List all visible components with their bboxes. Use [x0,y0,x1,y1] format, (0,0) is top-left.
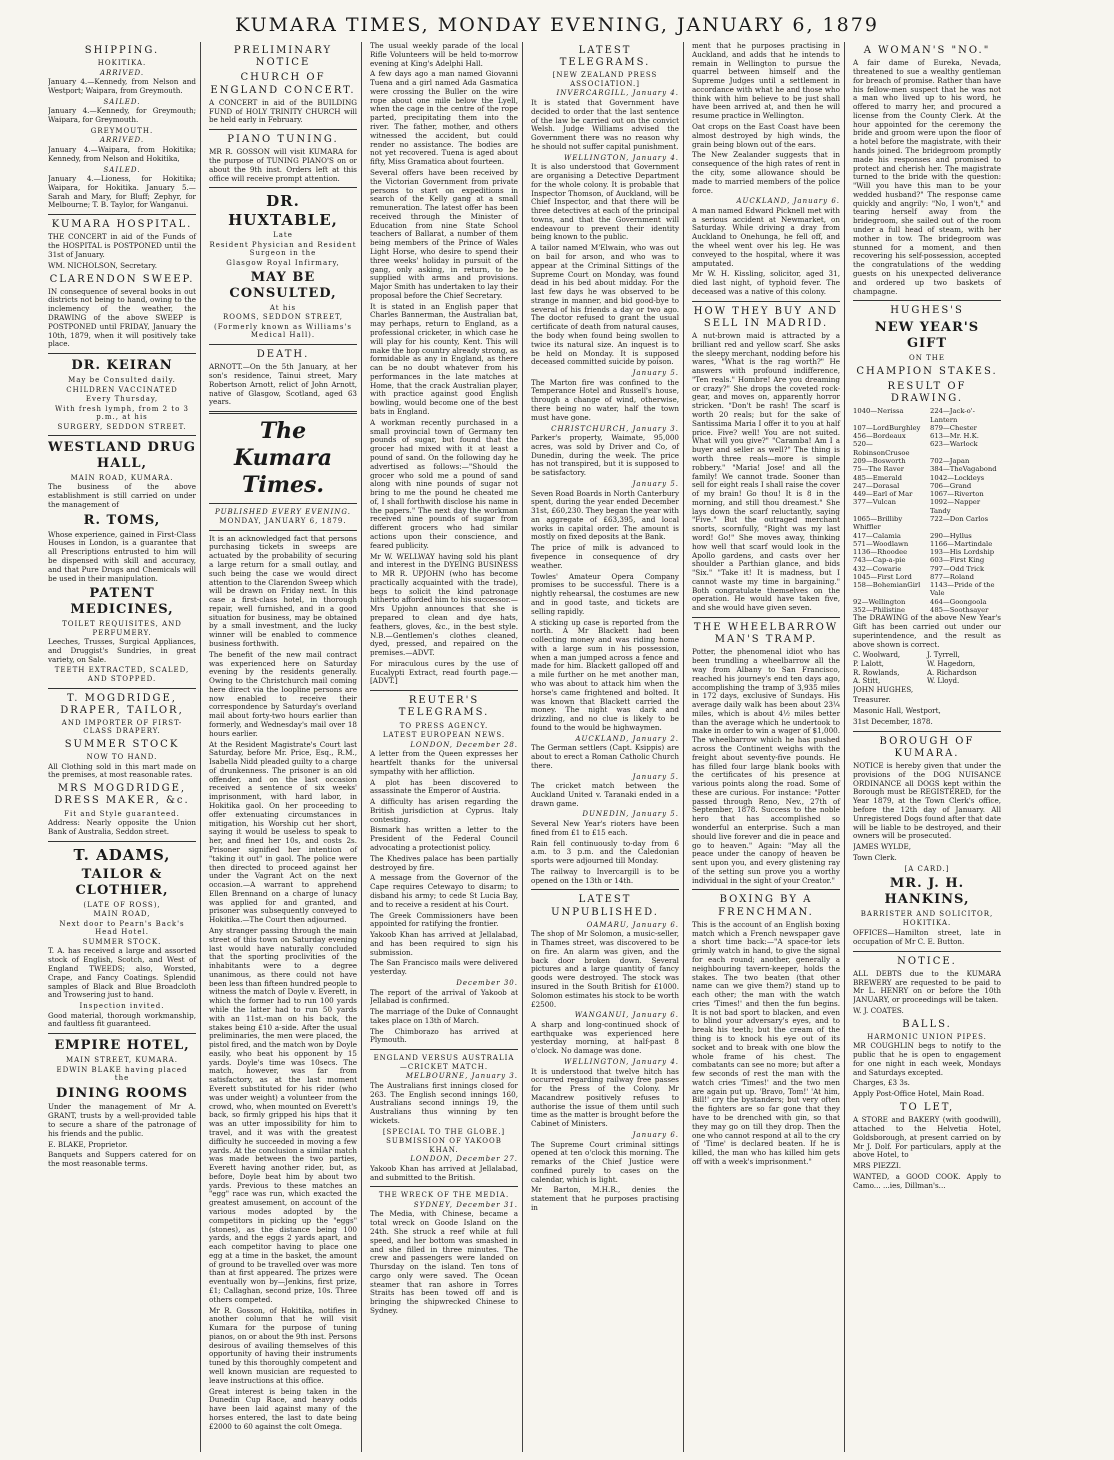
notice-heading: NOTICE. [897,955,957,967]
coates-signature: W. J. COATES. [853,1005,904,1015]
boxing-heading: BOXING BY A FRENCHMAN. [718,894,814,918]
death-text: ARNOTT.—On the 5th January, at her son's residence, Tainui street, Mary Robertson Arnott, relict of John Arnott, native of Glasgow, Scotland, aged 63 years. [209,362,357,407]
telegram: A difficulty has arisen regarding the British jurisdiction at Cyprus. Italy contesting. [370,797,518,824]
divider [48,435,196,436]
signatory: J. Tyrrell, [927,651,960,660]
news-paragraph: For miraculous cures by the use of Eucalypti Extract, read fourth page.—[ADVT.] [370,658,518,686]
signatory: A. Stitt, [853,677,881,686]
huxtable-line: ROOMS, SEDDON STREET, [223,313,343,322]
borough-text: NOTICE is hereby given that under the provisions of the DOG NUISANCE ORDINANCE all DOGS kept within the Borough must be REGISTERED, for the Year 1879, at the Town Clerk's office, before the 12th day of January. All Unregistered Dogs found after that date will be liable to be destroyed, and their owners will be prosecuted. [853,761,1001,841]
column-2 [209,42,362,1452]
telegram: A message from the Governor of the Cape requires Cetewayo to disarm; to disband his army; to cede St Lucia Bay, and to receive a resident at his Court. [370,873,518,909]
telegram: The cricket match between the Auckland United v. Taranaki ended in a drawn game. [531,781,679,808]
hokitika-arrived: January 4.—Kennedy, from Nelson and Westport; Waipara, from Greymouth. [48,77,196,96]
toms-heading: R. TOMS, [83,512,161,528]
drawing-entry: 571—Woodlawn [853,539,909,548]
summer-sub: NOW TO HAND. [86,753,158,762]
signatory: W. Hagedorn, [927,659,976,668]
hospital-text: THE CONCERT in aid of the Funds of the HOSPITAL is POSTPONED until the 31st of January. [48,232,196,259]
telegram: Bismark has written a letter to the President of the Federal Council advocating a protectionist policy. [370,825,518,853]
boxing-text: This is the account of an English boxing match which a French newspaper gave a short time back:—"A space-tor lets grimly watch in hand, to give the signal for each round; another, generally a neighbouring tavern-keeper, holds the stakes. The two beaten (that other name can we give them?) stand up to each other; the man with the watch cries 'Times!' and then the fun begins. It is not bad sport to blacken, and even to blind your adversary's eyes, and to break his teeth; but the cream of the thing is to knock his eye out of its socket and to break with one blow the whole frame of his chest. The combatants can see no more; but after a few seconds of rest the man with the watch cries 'Times!' and the two men are again put up. 'Bravo, Tom!' 'At him, Bill!' cry the bystanders; but very often the fighters are so far gone that they have to be drenched with gin, so that they may go on till they drop. Then the one who cannot respond at all to the cry of 'Time' is declared beaten. If he is killed, the man who has killed him gets off with a week's imprisonment." [692,919,840,1166]
adams-heading: T. ADAMS, [73,845,171,864]
to-let-heading: TO LET, [899,1102,955,1114]
hokitika-heading: HOKITIKA. [97,59,147,68]
drawing-entry: 485—Emerald [853,473,903,482]
drug-hall-heading: WESTLAND DRUG HALL, [48,440,196,472]
telegram: The report of the arrival of Yakoob at Jellabad is confirmed. [370,987,518,1006]
drawing-results [853,407,1001,614]
womans-no-heading: A WOMAN'S "NO." [863,45,991,56]
divider [209,411,357,414]
drawing-entry: 1065—Brilliby Whiffler [853,514,903,532]
drawing-entry: 158—BohemianGirl [853,581,921,590]
keiran-line: Every Thursday, [85,395,159,404]
drawing-entry: 1067—Riverton [930,490,984,499]
drawing-entry: 449—Earl of Mar [853,490,913,499]
drawing-entry: 224—Jack-o'-Lantern [930,407,975,424]
hospital-signature: WM. NICHOLSON, Secretary. [48,260,157,270]
news-paragraph: Mr W. WELLWAY having sold his plant and interest in the DYEING BUSINESS to MR R. UPJOHN (who has become practically acquainted with the trade), begs to solicit the kind patronage hitherto afforded him to his successor.—Mrs Upjohn announces that she is prepared to clean and dye hats, feathers, gloves, &c., in the best style. N.B.—Gentlemen's clothes cleaned, dyed, pressed, and repaired on the premises.—ADVT. [370,551,518,658]
dateline: WANGANUI, January 6. [574,1011,679,1020]
telegram: Towles' Amateur Opera Company promises to be successful. There is a nightly rehearsal, the costumes are new and in good taste, and tickets are selling rapidly. [531,571,679,616]
keiran-heading: DR. KEIRAN [71,358,173,374]
drawing-entry: 209—Bosworth [853,456,906,465]
divider [692,889,840,890]
dateline: AUCKLAND, January 2. [575,734,679,743]
harmonic-heading: HARMONIC UNION PIPES. [867,1032,987,1041]
huxtable-heading: DR. HUXTABLE, [228,192,338,229]
hughes-heading: HUGHES'S [890,305,964,317]
drawing-entry: 1045—First Lord [853,572,912,581]
news-paragraph: A workman recently purchased in a small provincial town of Germany ten pounds of sugar, but found that the grocer had mixed with it at least a pound of sand. On the following day he advertised as follows:—"Should the grocer who sold me a pound of sand along with nine pounds of sugar not bring to me the pound he cheated me of, I shall forthwith disclose his name in the papers." The next day the workman received nine pounds of sugar from different grocers who had similar actions upon their conscience, and feared publicity. [370,417,518,550]
tramp-heading: THE WHEELBARROW MAN'S TRAMP. [693,622,839,646]
arrived-label: ARRIVED. [99,136,145,145]
divider [209,129,357,130]
huxtable-line: (Formerly known as Williams's Medical Hall). [214,322,352,340]
divider [209,344,357,345]
drawing-text: The DRAWING of the above New Year's Gift has been carried out under our superintendence, and the result as above shown is correct. [853,613,1001,649]
divider [209,503,357,504]
dateline: January 5. [632,369,679,378]
inspection-line: Inspection invited. [79,1002,165,1011]
mogdridge-heading: T. MOGDRIDGE, DRAPER, TAILOR, [60,692,184,716]
drawing-entry: 485—Soothsayer [930,606,989,615]
drawing-entry: 706—Grand [930,481,972,490]
special-line: [SPECIAL TO THE GLOBE.] [382,1127,506,1136]
column-6 [853,42,1005,1452]
death-heading: DEATH. [256,348,310,360]
result-heading: RESULT OF DRAWING. [887,380,967,405]
dateline: SYDNEY, December 31. [413,1200,518,1209]
drawing-entry: 384—TheVagabond [930,465,997,474]
wanted-text: WANTED, a GOOD COOK. Apply to Camo... ...ies, Dillman's... [853,1171,1001,1190]
banquets-text: Banquets and Suppers catered for on the most reasonable terms. [48,1150,196,1169]
keiran-line: With fresh lymph, from 2 to 3 p.m., at his [55,404,189,422]
telegram: A sticking up case is reported from the north. A Mr Blackett had been collecting money and was riding home with a large sum in his possession, when a man jumped across a fence and made for him. Blackett galloped off and a mile further on he met another man, who was about to attack him when the horse's came frightened and bolted. It was known that Blackett carried the money. The night was dark and drizzling, and no clue is likely to be found to the would be highwaymen. [531,617,679,732]
wylde-signature: JAMES WYLDE, [853,842,912,852]
telegram: The shop of Mr Solomon, a music-seller, in Thames street, was discovered to be on fire. An alarm was given, and the back door broken down. Several pictures and a large quantity of fancy goods were destroyed. The stock was insured in the South British for £1000. Solomon estimates his stock to be worth £2500. [531,929,679,1009]
divider [853,731,1001,732]
telegram: Yakoob Khan has arrived at Jellalabad, and submitted to the British. [370,1163,518,1182]
adams-late: (LATE OF ROSS), [83,900,161,909]
news-paragraph: The usual weekly parade of the local Rifle Volunteers will be held to-morrow evening at King's Adelphi Hall. [370,42,518,68]
yakoob-heading: SUBMISSION OF YAKOOB KHAN. [386,1137,502,1154]
offices-line: OFFICES—Hamilton street, late in occupation of Mr C. E. Button. [853,927,1001,946]
divider [531,889,679,890]
drawing-entry: 377—Vulcan [853,498,897,507]
sweep-text: IN consequence of several books in out districts not being to hand, owing to the inclemency of the weather, the DRAWING of the above SWEEP is POSTPONED until FRIDAY, January the 10th, 1879, when it will positively take place. [48,286,196,349]
telegram: The railway to Invercargill is to be opened on the 13th or 14th. [531,866,679,885]
drawing-entry: 432—Cowarie [853,564,902,573]
dateline: OAMARU, January 6. [586,920,679,929]
dateline: December 30. [456,978,518,987]
drawing-entry: 464—Goongoola [930,597,987,606]
signatory: C. Woolward, [853,651,901,660]
piano-heading: PIANO TUNING. [227,134,339,146]
adams-text: T. A. has received a large and assorted stock of English, Scotch, and West of England TWEEDS; also, Worsted, Crape, and Fancy Coatings. Splendid samples of Black and Blue Broadcloth and Trowsering just to hand. [48,946,196,1000]
teeth-line: TEETH EXTRACTED, SCALED, AND STOPPED. [54,666,190,683]
apply-line: Apply Post-Office Hotel, Main Road. [853,1089,985,1099]
divider [853,951,1001,952]
telegram: Mr W. H. Kissling, solicitor, aged 31, died last night, of typhoid fever. The deceased was a native of this colony. [692,269,840,296]
patent-text: Leeches, Trusses, Surgical Appliances, and Druggist's Sundries, in great variety, on Sale. [48,637,196,664]
preliminary-notice-heading: PRELIMINARY NOTICE [233,45,333,69]
editorial-paragraph: Great interest is being taken in the Dunedin Cup Race, and heavy odds have been laid against many of the horses entered, the last to date being £2000 to 60 against the colt Omega. [209,1386,357,1431]
tramp-text: Potter, the phenomenal idiot who has been trundling a wheelbarrow all the way from Albany to San Francisco, reached his journey's end ten days ago, accomplishing the tramp of 3,935 miles in 172 days, exclusive of Sundays. His average daily walk has been about 23¼ miles, which is about 4½ miles better than the average which he undertook to make in order to win a wager of $1,000. The wheelbarrow which he has pushed across the Continent weighs with the freight about seventy-five pounds. He has filled four large blank books with the certificates of his presence at various points along the road. Some of these are curious. For instance: "Potter passed through Reno, Nev., 27th of September, 1878. Success to the noble hero that has accomplished so wonderful an enterprise. Such a man should live forever and die in peace and go to heaven." Again: "May all the peace under the canopy of heaven be sent upon you, and every glistening ray of the setting sun prove you a worthy individual in the sight of your Creator." [692,647,840,885]
drawing-entry: 1166—Martindale [930,539,993,548]
newspaper-page [48,42,1104,1452]
reuter-sub: TO PRESS AGENCY. [399,721,489,730]
nzpa-line: [NEW ZEALAND PRESS ASSOCIATION.] [552,71,658,88]
greymouth-arrived: January 4.—Waipara, from Hokitika; Kennedy, from Nelson and Hokitika, [48,144,196,163]
telegram: Oat crops on the East Coast have been almost destroyed by high winds, the grain being blown out of the ears. [692,122,840,149]
drawing-entry: 1042—Lockleys [930,473,985,482]
mrs-mogdridge-heading: MRS MOGDRIDGE, DRESS MAKER, &c. [54,783,190,807]
signatory: W. Lloyd. [927,677,960,686]
blake-line: EDWIN BLAKE having placed the [56,1065,188,1083]
dateline: January 5. [632,772,679,781]
telegram: The price of milk is advanced to fivepence in consequence of dry weather. [531,543,679,570]
drawing-entry: 877—Roland [930,572,974,581]
drawing-entry: 879—Chester [930,423,977,432]
mrs-address: Address: Nearly opposite the Union Bank of Australia, Seddon street. [48,818,196,836]
column-4 [531,42,684,1452]
arrived-label: ARRIVED. [99,68,145,77]
summer-text: All Clothing sold in this mart made on the premises, at most reasonable rates. [48,761,196,780]
drug-hall-text: The business of the above establishment is still carried on under the management of [48,482,196,510]
drawing-entry: 1143—Pride of the Vale [930,581,995,598]
telegram: A letter from the Queen expresses her heartfelt thanks for the universal sympathy with her affliction. [370,749,518,776]
dateline: WELLINGTON, January 4. [564,153,679,162]
dateline: INVERCARGILL, January 4. [556,89,679,98]
telegram: Several New Year's rioters have been fined from £1 to £15 each. [531,818,679,837]
dining-text: Under the management of Mr A. GRANT, trusts by a well-provided table to secure a share of the patronage of his friends and the public. [48,1102,196,1138]
drawing-entry: 1136—Rhoodee [853,548,908,557]
divider [48,353,196,354]
paper-title: The Kumara Times. [233,418,332,498]
adams-next: Next door to Pearn's Back's Head Hotel. [59,919,185,937]
drawing-entry: 352—Philistine [853,606,906,615]
latest-telegrams-heading: LATEST TELEGRAMS. [559,45,651,69]
divider [48,1033,196,1034]
unpublished-heading: LATEST UNPUBLISHED. [551,894,659,918]
news-paragraph: A few days ago a man named Giovanni Tuena and a girl named Ada Gasmatica were crossing the Buller on the wire rope about one mile below the Lyell, when the cage in the centre of the rope parted, precipitating them into the river. The father, mother, and others witnessed the accident, but could render no assistance. The bodies are not yet recovered. Tuena is aged about fifty, Miss Gramatica about fourteen. [370,69,518,167]
telegram: The Media, with Chinese, became a total wreck on Goode Island on the 24th. She struck a reef while at full speed, and her bottom was smashed in and she filled in three minutes. The crew and passengers were landed on Thursday on the island. Ten tons of cargo only were saved. The Ocean steamer that ran ashore in Torres Straits has been towed off and is bringing the shipwrecked Chinese to Sydney. [370,1209,518,1316]
new-years-gift-heading: NEW YEAR'S GIFT [874,320,980,352]
dining-heading: DINING ROOMS [55,1085,189,1101]
dateline: CHRISTCHURCH, January 3. [551,424,679,433]
divider [692,617,840,618]
keiran-line: May be Consulted daily. [68,376,176,385]
drawing-entry: 1092—Napper Tandy [930,498,981,515]
telegram: The Marton fire was confined to the Temperance Hotel and Russell's house, through a change of wind, otherwise, there being no water, half the town must have gone. [531,377,679,422]
editorial-paragraph: Mr R. Gosson, of Hokitika, notifies in another column that he will visit Kumara for the purpose of tuning pianos, on or about the 9th inst. Persons desirous of availing themselves of this opportunity of having their instruments tuned by this thoroughly competent and well known musician are requested to leave instructions at this office. [209,1305,357,1385]
shipping-heading: SHIPPING. [84,45,160,56]
divider [48,688,196,689]
on-the-line: ON THE [909,354,945,363]
adams-sub: TAILOR & CLOTHIER, [75,867,169,898]
column-3 [370,42,523,1452]
telegram: The Supreme Court criminal sittings opened at ten o'clock this morning. The remarks of the Chief Justice were confined purely to cases on the calendar, which is light. [531,1139,679,1184]
editorial-paragraph: Any stranger passing through the main street of this town on Saturday evening last would have naturally concluded that the sporting proclivities of the inhabitants were to a degree unanimous, as there could not have been less than fifteen hundred people to witness the match of Doyle v. Everett, in which the former had to run 100 yards while the latter had to run 50 yards with an 11st.-man on his back, the stakes being £10 a-side. After the usual preliminaries, the men were placed, the pistol fired, and the match won by Doyle easily, who beat his opponent by 15 yards. Doyle's time was 10secs. The match, however, was far from satisfactory, as at the last moment Everett substituted for his rider (who was under weight) a volunteer from the crowd, who, when mounted on Everett's back, so firmly gripped his hips that it was an utter impossibility for him to travel, and it was with the greatest difficulty he succeeded in moving a few yards. At the conclusion a similar match was made between the two parties, Everett having another rider, but, as before, Doyle beat him by about two yards. Previous to these matches an "egg" race was run, which exacted the greatest amusement, on account of the various modes adopted by the competitors in picking up the "eggs" (stones), as the distance being 100 yards, and the eggs 2 yards apart, and each competitor having to place one egg at a time in the basket, the amount of ground to be travelled over was more than at first appeared. The prizes were eventually won by—Jenkins, first prize, £1; Callaghan, second prize, 10s. Three others competed. [209,925,357,1304]
editorial-paragraph: It is an acknowledged fact that persons purchasing tickets in sweeps are actuated by the probability of securing a large return for a small outlay, and such being the case we would direct attention to the Clarendon Sweep which will be drawn on Friday next. In this case a first-class hotel, in thorough repair, well furnished, and in a good situation for business, may be obtained by a small investment, and the lucky winner will be enabled to commence business forthwith. [209,533,357,648]
dateline: LONDON, December 28. [410,740,518,749]
telegram: Rain fell continuously to-day from 6 a.m. to 3 p.m. and the Caledonian sports were adjourned till Monday. [531,838,679,866]
divider [209,187,357,188]
telegram: Yakoob Khan has arrived at Jellalabad, and has been required to sign his submission. [370,930,518,957]
editorial-paragraph: The benefit of the new mail contract was experienced here on Saturday evening by the residents generally. Owing to the Christchurch mail coming here direct via the loopline persons are now enabled to receive their correspondence by Saturday's overland mail about forty-two hours earlier than formerly, and Wednesday's mail over 18 hours earlier. [209,649,357,738]
keiran-line: CHILDREN VACCINATED [66,385,178,394]
divider [370,1049,518,1050]
wreck-heading: THE WRECK OF THE MEDIA. [378,1191,510,1200]
telegram: The San Francisco mails were delivered yesterday. [370,958,518,977]
greymouth-heading: GREYMOUTH. [90,126,154,135]
drawing-entry: 702—Japan [930,456,970,465]
divider [48,214,196,215]
piezzi-signature: MRS PIEZZI. [853,1161,902,1171]
telegram: The marriage of the Duke of Connaught takes place on 13th of March. [370,1007,518,1025]
telegram: Seven Road Boards in North Canterbury spent, during the year ended December 31st, £60,230. They began the year with an aggregate of £63,395, and local works in capital order. The amount is mostly on fixed deposits at the Bank. [531,488,680,542]
hokitika-line: HOKITIKA. [902,919,952,928]
church-text: A CONCERT in aid of the BUILDING FUND of HOLY TRINITY CHURCH will be held early in February. [209,97,357,125]
signatory: A. Richardson [927,668,977,677]
published-line: PUBLISHED EVERY EVENING. [215,507,351,516]
balls-heading: BALLS. [902,1018,952,1030]
telegram: A man named Edward Picknell met with a serious accident at Newmarket, on Saturday. While driving a dray from Auckland to Onehunga, he fell off, and the wheel went over his leg. He was conveyed to the hospital, where it was amputated. [692,205,840,268]
sailed-label: SAILED. [103,97,141,106]
drawing-entry: 603—First King [930,556,985,565]
dateline: LONDON, December 27. [410,1155,518,1164]
cricket-heading: ENGLAND VERSUS AUSTRALIA—CRICKET MATCH. [373,1054,515,1071]
drawing-entry: 623—Warlock [930,440,978,449]
telegram: The Khedives palace has been partially destroyed by fire. [370,853,518,872]
womans-no-text: A fair dame of Eureka, Nevada, threatened to sue a wealthy gentleman for breach of promise. Rather than have his fellow-men suspect that he was not a man who lived up to his word, he offered to marry her, and procured a license from the County Clerk. At the hour appointed for the ceremony the bride and groom were upon the floor of a hotel before the magistrate, with their hands joined. The bridegroom promptly made his responses and promised to protect and cherish her. The magistrate turned to the bride with the question: "Will you have this man to be your wedded husband?" The response came quickly and angrily: "No, I won't," and tearing herself away from the bridegroom, she sailed out of the room under a full head of steam, with her mother in tow. The bridegroom was stunned for a moment, and then recovering his self-possession, accepted the congratulations of the wedding guests on his unexpected deliverance and ordered up two baskets of champagne. [853,58,1001,296]
drawing-entry: 743—Cap-a-pie [853,556,906,565]
signatories [853,651,1001,685]
champion-heading: CHAMPION STAKES. [856,365,998,377]
summer-heading: SUMMER STOCK [64,738,180,750]
drawing-entry: 193—His Lordship [930,548,995,557]
telegram: A tailor named M'Elwain, who was out on bail for arson, and who was to appear at the Criminal Sittings of the Supreme Court on Monday, was found dead in his bed about midday. For the last few days he was observed to be strange in manner, and bid good-bye to several of his friends a day or two ago. The doctor refused to grant the usual certificate of death from natural causes, the body when found being swollen to twice its natural size. An inquest is to be held on Monday. It is supposed deceased committed suicide by poison. [531,243,679,367]
divider [370,1186,518,1187]
madrid-text: A nut-brown maid is attracted by a brilliant red and yellow scarf. She asks the sleepy merchant, nodding before his wares, "What is the rag worth?" He answers with profound indifference, "Ten reals." Hombre! Are you dreaming or crazy?" She drops the coveted rock-gear, and moves on, apparently horror stricken. "Don't be rash! The scarf is worth 20 reals; but for the sake of Santissima Maria I offer it to you at half price. Five? well! You are not suited. What will you give?" "Caramba! Am I a buyer and seller as well?" The thing is worth three reals—more is simple robbery." "Maria! Jose! and all the family! We cannot trade. Sooner than sell for eight reals I shall raise the cover of my brain! Go thou! It is 8 in the morning, and still thou dreamest." She lays down the scarf reluctantly, saying "Five." But the outraged merchant snorts, scornfully, "Right was my last word! Go!" She moves away, thinking how well that scarf would look in the Apollo gardens, and casts over her shoulder a Parthian glance, and bids "Six." "Take it! It is madness, but I cannot waste my time in bargaining." Both congratulate themselves on the operation. He would have taken five, and she would have given seven. [692,331,840,613]
huxtable-line: Glasgow Royal Infirmary, [226,258,340,267]
masthead: KUMARA TIMES, MONDAY EVENING, JANUARY 6, 1879 [235,14,879,36]
telegram: The Greek Commissioners have been appointed for ratifying the frontier. [370,910,518,929]
editorial-paragraph: At the Resident Magistrate's Court last Saturday, before Mr. Price, Esq., R.M., Isabella Nidd pleaded guilty to a charge of drunkenness. The prisoner is an old offender, and on the last occasion received a sentence of six weeks' imprisonment, with hard labor, in Hokitika gaol. On her proceeding to offer extenuating circumstances in mitigation, his Worship cut her short, saying it would be useless to speak to her, and fined her 10s, and costs 2s. Prisoner signified her intention of "taking it out" in gaol. The police were then directed to proceed against her under the Vagrant Act on the next occasion.—A warrant to apprehend Ellen Brennand on a charge of lunacy was applied for and granted, and prisoner was subsequently conveyed to Hokitika.—The Court then adjourned. [209,739,357,925]
masonic-line: Masonic Hall, Westport, [853,706,941,716]
empire-sub: MAIN STREET, KUMARA. [65,1056,179,1065]
drawing-entry: 613—Mr. H.K. [930,432,979,441]
signatory: R. Rowlands, [853,668,900,677]
borough-heading: BOROUGH OF KUMARA. [879,735,975,759]
telegram: The Chimborazo has arrived at Plymouth. [370,1026,518,1045]
keiran-line: SURGERY, SEDDON STREET. [57,422,187,431]
madrid-heading: HOW THEY BUY AND SELL IN MADRID. [693,305,839,329]
telegram: It is also understood that Government are organising a Detective Department for the whole colony. It is probable that Inspector Thomson, of Auckland, will be Chief Inspector, and that there will be three detectives at each of the principal towns, and that the Government will endeavour to prevent their identity being known to the public. [531,162,679,242]
divider [209,530,357,531]
adams-guarantee: Good material, thorough workmanship, and faultless fit guaranteed. [48,1010,196,1029]
european-heading: LATEST EUROPEAN NEWS. [382,731,506,740]
dateline: DUNEDIN, January 5. [582,810,679,819]
adams-road: MAIN ROAD, [93,910,151,919]
drawing-entry: 290—Hyllus [930,531,972,540]
town-clerk-line: Town Clerk. [853,852,897,862]
signatory: P. Lalott, [853,659,884,668]
dateline: MELBOURNE, January 3. [405,1072,518,1081]
divider [370,690,518,691]
drawing-entry: 92—Wellington [853,597,906,606]
greymouth-sailed: January 4.—Lioness, for Hokitika; Waipara, for Hokitika. January 5.—Sarah and Mary, for Bluff; Zephyr, for Melbourne; T. B. Taylor, for Wanganui. [48,174,196,210]
telegram: It is understood that twelve hitch has occurred regarding railway free passes for the Press of the Colony. Mr Macandrew positively refuses to authorise the issue of them until such time as the matter is brought before the Cabinet of Ministers. [531,1066,679,1129]
column-5 [692,42,845,1452]
patent-heading: PATENT MEDICINES, [70,586,174,618]
church-heading: CHURCH OF ENGLAND CONCERT. [210,72,356,96]
telegram: Parker's property, Waimate, 95,000 acres, was sold by Driver and Co, of Dunedin, during the week. The price has not transpired, but it is supposed to be satisfactory. [531,433,679,478]
hankins-heading: MR. J. H. HANKINS, [884,876,970,908]
huxtable-line: Resident Physician and Resident Surgeon in the [209,240,357,258]
card-line: [A CARD.] [904,864,950,873]
mrs-text: Fit and Style guaranteed. [64,809,180,818]
masonic-date: 31st December, 1878. [853,716,933,726]
dateline: January 6. [632,1131,679,1139]
drawing-entry: 456—Bordeaux [853,432,906,441]
empire-heading: EMPIRE HOTEL, [54,1038,190,1054]
adams-stock: SUMMER STOCK. [82,937,162,946]
hughes-signature: JOHN HUGHES, [853,684,914,694]
drawing-entry: 75—The Raver [853,465,904,474]
to-let-text: A STORE and BAKERY (with goodwill), attached to the Helvetia Hotel, Goldsborough, at present carried on by Mr J. Dolf. For particulars, apply at the above Hotel, to [853,1115,1001,1160]
hospital-heading: KUMARA HOSPITAL. [51,219,193,231]
drawing-entry: 520—RobinsonCrusoe [853,440,910,457]
mogdridge-sub: AND IMPORTER OF FIRST-CLASS DRAPERY. [61,718,183,736]
barrister-line: BARRISTER AND SOLICITOR, [860,909,994,918]
divider [692,301,840,302]
notice-text: ALL DEBTS due to the KUMARA BREWERY are requested to be paid to Mr L. HENRY on or before the 10th JANUARY, or proceedings will be taken. [853,968,1001,1005]
reuter-heading: REUTER'S TELEGRAMS. [398,695,490,719]
drawing-entry: 107—LordBurghley [853,423,921,432]
telegram: Mr Barton, M.H.R., denies the statement that he purposes practising in [531,1185,679,1212]
divider [48,841,196,842]
drawing-entry: 1040—Nerissa [853,407,904,416]
sweep-heading: CLARENDON SWEEP. [49,273,195,285]
dateline: AUCKLAND, January 6. [736,197,840,206]
huxtable-line: Late [273,231,293,239]
telegram: ment that he purposes practising in Auckland, and adds that he intends to remain in Wellington to pursue the quarrel between himself and the Supreme Judges until a settlement in accordance with what he and those who think with him believe to be just shall have been arrived at, and then he will resume practice in Wellington. [692,42,840,121]
telegram: It is stated that Government have decided to order that the last sentence of the law be carried out on the convict Welsh. Judge Williams advised the Government there was no reason why he should not suffer capital punishment. [531,97,679,151]
drawing-entry: 247—Dorasal [853,481,900,490]
divider [853,300,1001,301]
harmonic-text: MR COUGHLIN begs to notify to the public that he is open to engagement for one night in each week, Mondays and Saturdays excepted. [853,1041,1001,1077]
huxtable-consult: MAY BE CONSULTED, [229,270,337,301]
sailed-label: SAILED. [103,165,141,174]
treasurer-line: Treasurer. [853,695,891,705]
dateline: WELLINGTON, January 4. [564,1058,679,1066]
news-paragraph: It is stated in an English paper that Charles Bannerman, the Australian bat, may perhaps, return to England, as a professional cricketer, in which case he will play for his county, Kent. This will make the hop country already strong, as formidable as any in England, as there can be no doubt whatever from his performances in the late matches at Home, that the crack Australian player, with practice against good English bowling, would become one of the best bats in England. [370,301,518,417]
patent-sub: TOILET REQUISITES, AND PERFUMERY. [62,620,182,637]
drawing-entry: 722—Don Carlos [930,514,989,523]
telegram: The Australians first innings closed for 263. The English second innings 160, Australians second innings 19, the Australians thus winning by ten wickets. [370,1080,518,1125]
telegram: A sharp and long-continued shock of earthquake was experienced here yesterday morning, at half-past 8 o'clock. No damage was done. [531,1019,679,1056]
column-1 [48,42,201,1452]
telegram: The New Zealander suggests that in consequence of the high rates of rent in the city, some allowance should be made to married members of the police force. [692,150,840,195]
piano-text: MR R. GOSSON will visit KUMARA for the purpose of TUNING PIANO'S on or about the 9th inst. Orders left at this office will receive prompt attention. [209,147,357,183]
drug-hall-sub: MAIN ROAD, KUMARA. [70,473,174,482]
date-line: MONDAY, JANUARY 6, 1879. [219,517,347,526]
huxtable-line: At his [269,303,297,312]
charges-line: Charges, £3 3s. [853,1078,910,1088]
blake-signature: E. BLAKE, Proprietor. [48,1139,128,1149]
hokitika-sailed: January 4.—Kennedy, for Greymouth; Waipara, for Greymouth. [48,106,196,125]
dateline: January 5. [632,480,679,489]
telegram: The German settlers (Capt. Ksippis) are about to erect a Roman Catholic Church there. [531,743,679,770]
toms-text: Whose experience, gained in First-Class Houses in London, is a guarantee that all Prescriptions entrusted to him will be dispensed with skill and accuracy, and that Pure Drugs and Chemicals will be used in their manipulation. [48,529,196,583]
news-paragraph: Several offers have been received by the Victorian Government from private persons to start on expeditions in search of the Kelly gang at a small remuneration. The latest offer has been received through the Minister of Education from nine State School teachers of Ballarat, a number of them being members of the Prince of Wales Light Horse, who desire to spend their three weeks' holiday in pursuit of the gang, only asking, in return, to be supplied with arms and provisions. Major Smith has undertaken to lay their proposal before the Chief Secretary. [370,167,518,300]
drawing-entry: 797—Odd Trick [930,564,985,573]
drawing-entry: 417—Calamia [853,531,901,540]
telegram: A plot has been discovered to assassinate the Emperor of Austria. [370,777,518,796]
